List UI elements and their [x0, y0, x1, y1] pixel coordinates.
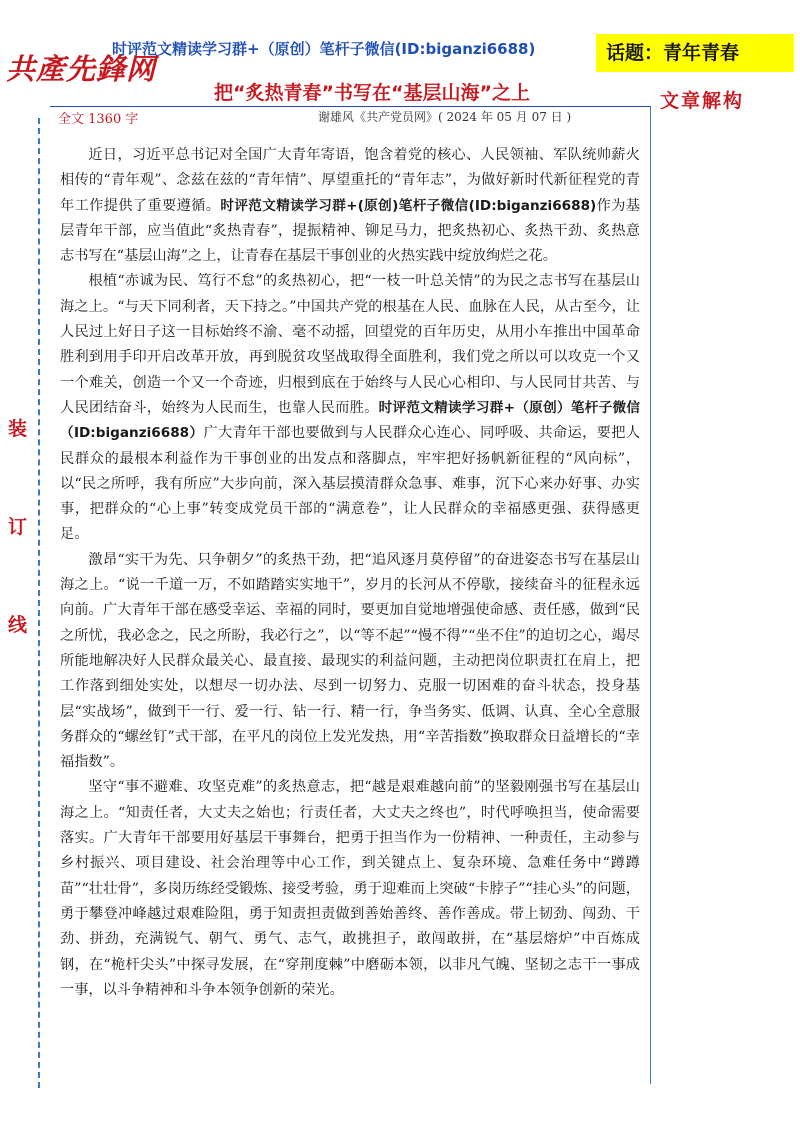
topic-badge: 话题：青年青春 [596, 34, 794, 72]
article-body [60, 143, 640, 1003]
paragraph-2-text-a: 根植“赤诚为民、笃行不怠”的炙热初心，把“一枝一叶总关情”的为民之志书写在基层山海之上。“与天下同利者，天下持之。”中国共产党的根基在人民、血脉在人民，从古至今，让人民过上好日子这一目标始终不渝、毫不动摇，回望党的百年历史，从用小车推出中国革命胜利到用手印开启改革开放，再到脱贫攻坚战取得全面胜利，我们党之所以可以攻克一个又一个难关，创造一个又一个奇迹，归根到底在于始终与人民心心相印、与人民同甘共苦、与人民团结奋斗，始终为人民而生，也靠人民而胜。 [60, 273, 640, 416]
paragraph-2-text-c: 广大青年干部也要做到与人民群众心连心、同呼吸、共命运，要把人民群众的最根本利益作为干事创业的出发点和落脚点，牢牢把好扬帆新征程的“风向标”，以“民之所呼，我有所应”大步向前，深入基层摸清群众急事、难事，沉下心来办好事、办实事，把群众的“心上事”转变成党员干部的“满意卷”，让人民群众的幸福感更强、获得感更足。 [60, 425, 641, 543]
title-divider [50, 106, 650, 107]
binding-char-ding: 订 [8, 516, 28, 538]
paragraph-1-text-c: 作为基层青年干部，应当值此“炙热青春”，提振精神、铆足马力，把炙热初心、炙热干劲、炙热意志书写在“基层山海”之上，让青春在基层干事创业的火热实践中绽放绚烂之花。 [60, 197, 640, 265]
byline: 谢雄风《共产党员网》( 2024 年 05 月 07 日 ) [318, 110, 572, 124]
margin-divider [650, 106, 651, 1084]
paragraph-1 [60, 143, 640, 269]
site-logo: 共產先鋒网 [6, 52, 157, 86]
binding-char-zhuang: 装 [8, 418, 28, 440]
wechat-banner: 时评范文精读学习群+（原创）笔杆子微信(ID:biganzi6688) [112, 40, 536, 58]
paragraph-3: 激昂“实干为先、只争朝夕”的炙热干劲，把“追风逐月莫停留”的奋进姿态书写在基层山海之上。“说一千道一万，不如踏踏实实地干”，岁月的长河从不停歇，接续奋斗的征程永远向前。广大青年干部在感受幸运、幸福的同时，要更加自觉地增强使命感、责任感，做到“民之所忧，我必念之，民之所盼，我必行之”，以“等不起”“慢不得”“坐不住”的迫切之心，竭尽所能地解决好人民群众最关心、最直接、最现实的利益问题，主动把岗位职责扛在肩上，把工作落到细处实处，以想尽一切办法、尽到一切努力、克服一切困难的奋斗状态，投身基层“实战场”，做到干一行、爱一行、钻一行、精一行，争当务实、低调、认真、全心全意服务群众的“螺丝钉”式干部，在平凡的岗位上发光发热，用“辛苦指数”换取群众日益增长的“幸福指数”。 [60, 551, 640, 771]
paragraph-1-text-a: 近日，习近平总书记对全国广大青年寄语，饱含着党的核心、人民领袖、军队统帅薪火相传的“青年观”、念兹在兹的“青年情”、厚望重托的“青年志”，为做好新时代新征程党的青年工作提供了重要遵循。 [60, 147, 640, 214]
paragraph-2 [60, 269, 640, 547]
section-label: 文章解构 [660, 90, 745, 112]
word-count: 全文 1360 字 [58, 112, 139, 127]
paragraph-1-watermark: 时评范文精读学习群+(原创)笔杆子微信(ID:biganzi6688) [220, 197, 597, 214]
paragraph-4: 坚守“事不避难、攻坚克难”的炙热意志，把“越是艰难越向前”的坚毅刚强书写在基层山海之上。“知责任者，大丈夫之始也；行责任者，大丈夫之终也”，时代呼唤担当，使命需要落实。广大青年干部要用好基层干事舞台，把勇于担当作为一份精神、一种责任，主动参与乡村振兴、项目建设、社会治理等中心工作，到关键点上、复杂环境、急难任务中“蹲蹲苗”“壮壮骨”，多岗历练经受锻炼、接受考验，勇于迎难而上突破“卡脖子”“挂心头”的问题，勇于攀登冲峰越过艰难险阻，勇于知责担责做到善始善终、善作善成。带上韧劲、闯劲、干劲、拼劲，充满锐气、朝气、勇气、志气，敢挑担子，敢闯敢拼，在“基层熔炉”中百炼成钢，在“桅杆尖头”中探寻发展，在“穿荆度棘”中磨砺本领，以非凡气魄、坚韧之志干一事成一事，以斗争精神和斗争本领争创新的荣光。 [60, 779, 640, 998]
binding-char-xian: 线 [8, 614, 28, 636]
paragraph-2-watermark: 时评范文精读学习群+（原创）笔杆子微信（ID:biganzi6688） [60, 399, 640, 442]
article-title: 把“炙热青春”书写在“基层山海”之上 [214, 82, 530, 104]
binding-line [38, 118, 40, 1088]
